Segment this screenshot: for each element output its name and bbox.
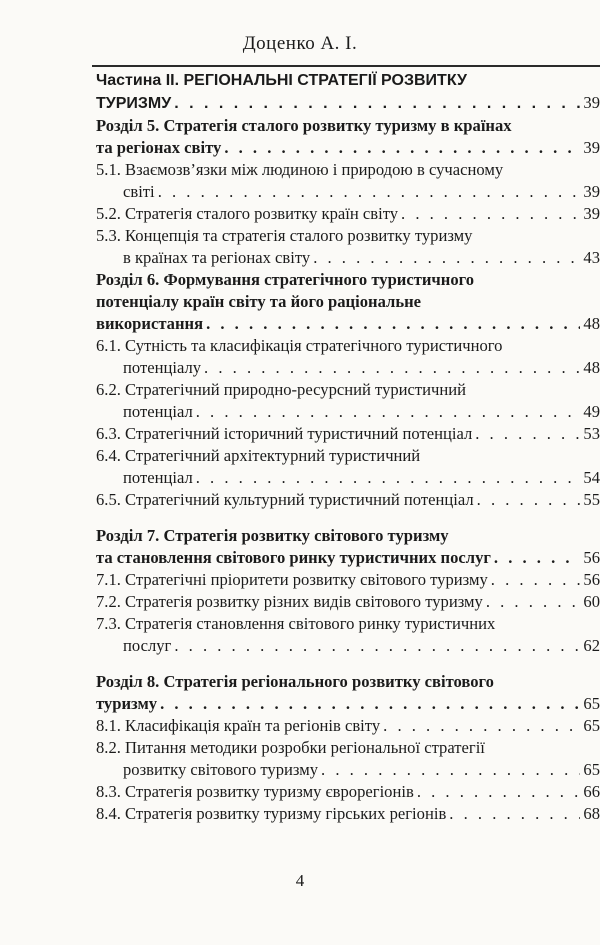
entry-line: світі <box>123 182 155 201</box>
section-title-line: Розділ 7. Стратегія розвитку світового туризму <box>96 526 449 545</box>
entry-leader <box>96 357 600 379</box>
section-title-line: використання <box>96 314 204 333</box>
dot-leader <box>417 781 581 803</box>
entry-line: 7.2. Стратегія розвитку різних видів світового туризму <box>96 592 483 611</box>
page-ref: 65 <box>583 716 600 735</box>
dot-leader <box>204 357 580 379</box>
page-ref: 43 <box>583 248 600 267</box>
toc-entry <box>96 489 600 511</box>
entry-line: 8.2. Питання методики розробки регіональної стратегії <box>96 738 485 757</box>
entry-leader <box>96 635 600 657</box>
page-ref: 65 <box>583 694 600 713</box>
section-title-leader <box>96 693 600 715</box>
page-ref: 48 <box>583 314 600 333</box>
running-header-author: Доценко А. І. <box>242 33 358 54</box>
entry-leader <box>96 247 600 269</box>
table-of-contents <box>96 70 600 839</box>
entry-leader <box>96 181 600 203</box>
dot-leader <box>449 803 580 825</box>
section-title-leader <box>96 137 600 159</box>
toc-entry <box>96 569 600 591</box>
page-ref: 66 <box>583 782 600 801</box>
entry-leader <box>96 489 600 511</box>
toc-entry <box>96 159 600 203</box>
toc-part-heading <box>96 70 600 115</box>
dot-leader <box>174 635 580 657</box>
page-ref: 62 <box>583 636 600 655</box>
section-title-line: Розділ 6. Формування стратегічного туристичного <box>96 270 475 289</box>
toc-entry <box>96 225 600 269</box>
header-rule <box>92 65 600 67</box>
toc-entry <box>96 715 600 737</box>
section-title-line: Розділ 8. Стратегія регіонального розвитку світового <box>96 672 494 691</box>
dot-leader <box>383 715 580 737</box>
dot-leader <box>313 247 580 269</box>
part-title-leader <box>96 92 600 115</box>
entry-leader <box>96 423 600 445</box>
entry-leader <box>96 203 600 225</box>
page-ref: 56 <box>583 570 600 589</box>
toc-section <box>96 525 600 657</box>
page-ref: 39 <box>583 204 600 223</box>
entry-leader <box>96 759 600 781</box>
toc-entry <box>96 737 600 781</box>
entry-line: 8.3. Стратегія розвитку туризму єврорегіонів <box>96 782 414 801</box>
entry-line: 6.1. Сутність та класифікація стратегічного туристичного <box>96 336 503 355</box>
page-ref: 39 <box>583 93 600 112</box>
entry-leader <box>96 591 600 613</box>
toc-entry <box>96 203 600 225</box>
section-title-line: потенціалу країн світу та його раціональне <box>96 292 422 311</box>
dot-leader <box>401 203 580 225</box>
section-title-line: та регіонах світу <box>96 138 222 157</box>
toc-entry <box>96 335 600 379</box>
dot-leader <box>491 569 581 591</box>
toc-entry <box>96 423 600 445</box>
entry-leader <box>96 569 600 591</box>
entry-line: 5.3. Концепція та стратегія сталого розвитку туризму <box>96 226 473 245</box>
entry-line: 5.2. Стратегія сталого розвитку країн світу <box>96 204 399 223</box>
toc-entry <box>96 613 600 657</box>
entry-line: 6.2. Стратегічний природно-ресурсний туристичний <box>96 380 467 399</box>
dot-leader <box>224 137 580 159</box>
dot-leader <box>158 181 581 203</box>
entry-line: 8.1. Класифікація країн та регіонів світу <box>96 716 381 735</box>
entry-line: 7.1. Стратегічні пріоритети розвитку світового туризму <box>96 570 488 589</box>
page-ref: 55 <box>583 490 600 509</box>
dot-leader <box>494 547 581 569</box>
toc-entry <box>96 803 600 825</box>
section-title-line: туризму <box>96 694 158 713</box>
part-title-line: Частина II. РЕГІОНАЛЬНІ СТРАТЕГІЇ РОЗВИТКУ <box>96 72 467 89</box>
page-ref: 49 <box>583 402 600 421</box>
entry-leader <box>96 803 600 825</box>
toc-entry <box>96 591 600 613</box>
toc-section <box>96 671 600 825</box>
entry-line: 8.4. Стратегія розвитку туризму гірських регіонів <box>96 804 447 823</box>
entry-leader <box>96 401 600 423</box>
page-ref: 39 <box>583 182 600 201</box>
page-ref: 39 <box>583 138 600 157</box>
page-ref: 56 <box>583 548 600 567</box>
entry-line: 6.4. Стратегічний архітектурний туристичний <box>96 446 421 465</box>
toc-section <box>96 115 600 269</box>
entry-line: потенціал <box>123 468 193 487</box>
toc-entry <box>96 781 600 803</box>
page-ref: 54 <box>583 468 600 487</box>
toc-entry <box>96 379 600 423</box>
dot-leader <box>321 759 580 781</box>
page-ref: 68 <box>583 804 600 823</box>
page-number: 4 <box>295 871 305 890</box>
dot-leader <box>196 467 581 489</box>
entry-line: 6.3. Стратегічний історичний туристичний потенціал <box>96 424 473 443</box>
section-title-leader <box>96 547 600 569</box>
section-title-leader <box>96 313 600 335</box>
entry-line: розвитку світового туризму <box>123 760 319 779</box>
entry-line: 7.3. Стратегія становлення світового ринку туристичних <box>96 614 496 633</box>
dot-leader <box>475 423 580 445</box>
entry-line: 5.1. Взаємозв’язки між людиною і природою в сучасному <box>96 160 504 179</box>
entry-leader <box>96 781 600 803</box>
entry-line: потенціалу <box>123 358 202 377</box>
dot-leader <box>206 313 580 335</box>
section-title-line: Розділ 5. Стратегія сталого розвитку туризму в країнах <box>96 116 512 135</box>
page-ref: 60 <box>583 592 600 611</box>
entry-line: потенціал <box>123 402 193 421</box>
page-ref: 65 <box>583 760 600 779</box>
dot-leader <box>174 93 580 115</box>
entry-line: в країнах та регіонах світу <box>123 248 311 267</box>
page-ref: 53 <box>583 424 600 443</box>
entry-leader <box>96 715 600 737</box>
entry-line: 6.5. Стратегічний культурний туристичний потенціал <box>96 490 474 509</box>
section-title-line: та становлення світового ринку туристичних послуг <box>96 548 491 567</box>
entry-line: послуг <box>123 636 172 655</box>
page-ref: 48 <box>583 358 600 377</box>
dot-leader <box>486 591 581 613</box>
toc-section <box>96 269 600 511</box>
part-title-line: ТУРИЗМУ <box>96 95 172 112</box>
dot-leader <box>160 693 580 715</box>
entry-leader <box>96 467 600 489</box>
dot-leader <box>196 401 581 423</box>
dot-leader <box>477 489 581 511</box>
toc-entry <box>96 445 600 489</box>
